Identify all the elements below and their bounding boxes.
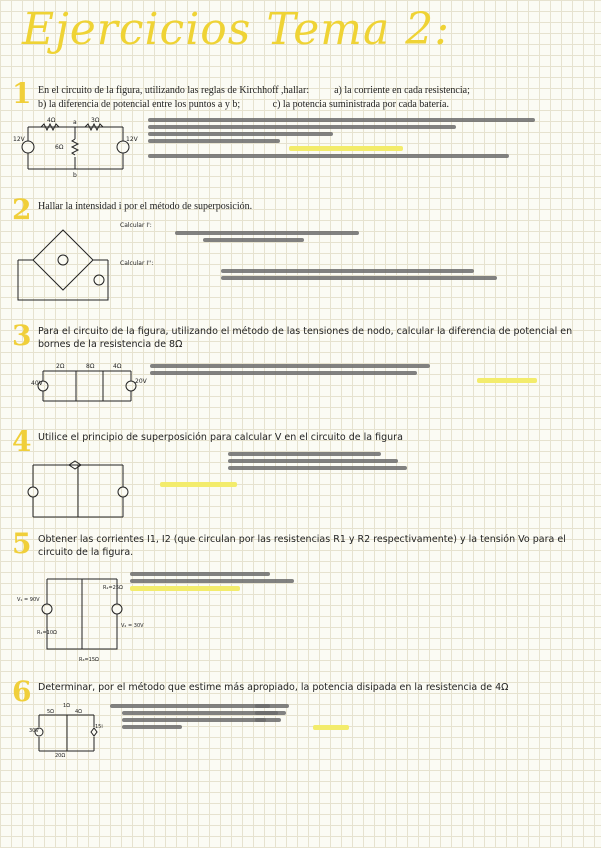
node-label: b — [73, 172, 77, 179]
resistor-label: 1Ω — [63, 703, 71, 709]
exercise-statement: Para el circuito de la figura, utilizando el método de las tensiones de nodo, calcular la diferencia de potencial en bornes de la resistencia de 8Ω — [38, 326, 573, 350]
source-label: 30V — [29, 728, 39, 734]
handwritten-result — [255, 704, 375, 733]
resistor-label: 5Ω — [47, 709, 55, 715]
exercise-5 — [0, 527, 601, 670]
handwritten-solution — [150, 364, 580, 386]
exercise-statement — [38, 84, 588, 111]
resistor-label: 4Ω — [75, 709, 83, 715]
resistor-label: R₁=10Ω — [37, 630, 57, 636]
handwritten-solution — [130, 572, 330, 594]
resistor-label: 8Ω — [86, 363, 95, 370]
exercise-number: 1 — [12, 77, 32, 110]
handwritten-solution — [120, 222, 580, 283]
statement-part: En el circuito de la figura, utilizando las reglas de Kirchhoff ,hallar: — [38, 85, 310, 96]
exercise-number: 4 — [12, 425, 32, 458]
statement-part: a) la corriente en cada resistencia; — [334, 85, 470, 96]
exercise-number: 6 — [12, 675, 32, 708]
handwritten-solution — [148, 118, 588, 161]
statement-part: c) la potencia suministrada por cada batería. — [272, 98, 449, 110]
resistor-label: 6Ω — [55, 144, 64, 151]
exercise-statement: Utilice el principio de superposición para calcular V en el circuito de la figura — [38, 432, 403, 443]
source-label: 40V — [31, 380, 43, 387]
calc-label: Calcular I': — [120, 222, 152, 229]
statement-part: b) la diferencia de potencial entre los puntos a y b; — [38, 98, 241, 110]
calc-label: Calcular I'': — [120, 260, 154, 267]
exercise-3 — [0, 319, 601, 414]
resistor-label: 4Ω — [47, 117, 56, 124]
exercise-4 — [0, 425, 601, 528]
resistor-label: 3Ω — [91, 117, 100, 124]
page-title: Ejercicios Tema 2: — [22, 4, 451, 55]
source-label: V₂ = 30V — [121, 623, 144, 629]
exercise-statement: Obtener las corrientes I1, I2 (que circulan por las resistencias R1 y R2 respectivamente) y la tensión Vo para el circuito de la figura. — [38, 534, 566, 558]
resistor-label: R₂=25Ω — [103, 585, 123, 591]
resistor-label: 20Ω — [55, 753, 66, 759]
circuit-diagram-1 — [12, 116, 139, 180]
circuit-diagram-6 — [28, 700, 105, 760]
exercise-1 — [0, 77, 601, 185]
circuit-diagram-5 — [16, 568, 144, 666]
handwritten-solution — [160, 452, 585, 490]
source-label: 15i — [95, 724, 103, 730]
circuit-diagram-2 — [12, 224, 114, 306]
resistor-label: 4Ω — [113, 363, 122, 370]
exercise-6 — [0, 675, 601, 798]
exercise-number: 2 — [12, 193, 32, 226]
circuit-diagram-4 — [12, 456, 134, 524]
resistor-label: R₃=15Ω — [79, 657, 99, 663]
source-label: 12V — [13, 136, 25, 143]
source-label: 12V — [126, 136, 138, 143]
exercise-2 — [0, 193, 601, 316]
resistor-label: 2Ω — [56, 363, 65, 370]
node-label: a — [73, 119, 77, 126]
exercise-statement: Determinar, por el método que estime más apropiado, la potencia disipada en la resistencia de 4Ω — [38, 682, 509, 693]
source-label: 20V — [135, 378, 147, 385]
source-label: V₁ = 90V — [17, 597, 40, 603]
exercise-number: 5 — [12, 527, 32, 560]
circuit-diagram-3 — [30, 360, 147, 408]
exercise-number: 3 — [12, 319, 32, 352]
exercise-statement: Hallar la intensidad i por el método de superposición. — [38, 201, 253, 212]
